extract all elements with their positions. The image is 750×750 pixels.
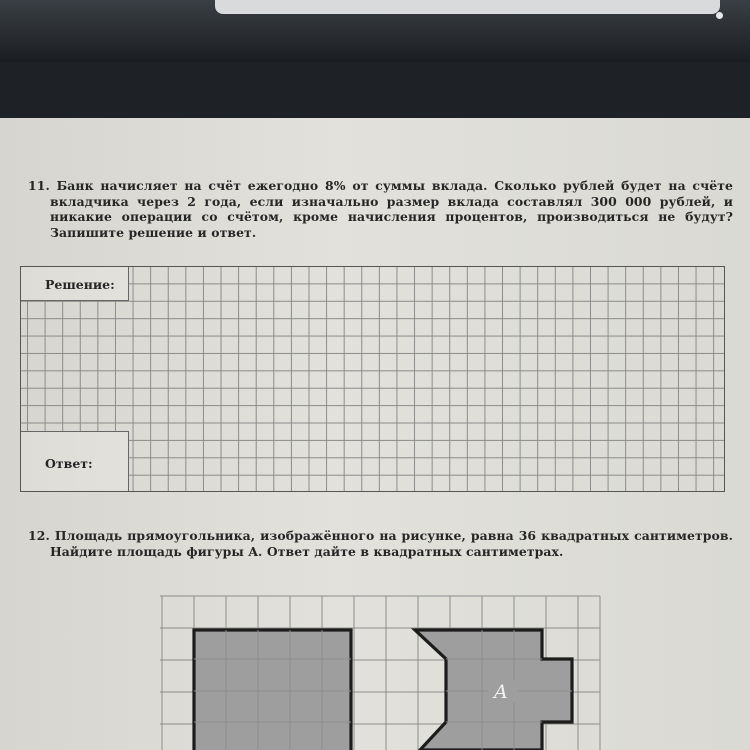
rectangle-shape [194,630,351,750]
camera-dot [716,12,723,19]
answer-label: Ответ: [45,456,93,471]
laptop-bezel [0,0,750,62]
laptop-screen-edge [215,0,720,14]
task-11-text: Банк начисляет на счёт ежегодно 8% от суммы вклада. Сколько рублей будет на счёте вкладчика через 2 года, если изначально размер вклада составлял 300 000 рублей, и никакие операции со счётом, кроме начисления процентов, производиться не будут? Запишите решение и ответ. [50,178,733,240]
worksheet-page [0,118,750,750]
figure-grid [0,118,750,750]
solution-label: Решение: [45,277,115,292]
task-12-text: Площадь прямоугольника, изображённого на рисунке, равна 36 квадратных сантиметров. Найдите площадь фигуры A. Ответ дайте в квадратных сантиметрах. [50,528,733,559]
task-11-number: 11. [28,178,50,193]
task-12-number: 12. [28,528,50,543]
figure-a-label: A [494,681,508,703]
